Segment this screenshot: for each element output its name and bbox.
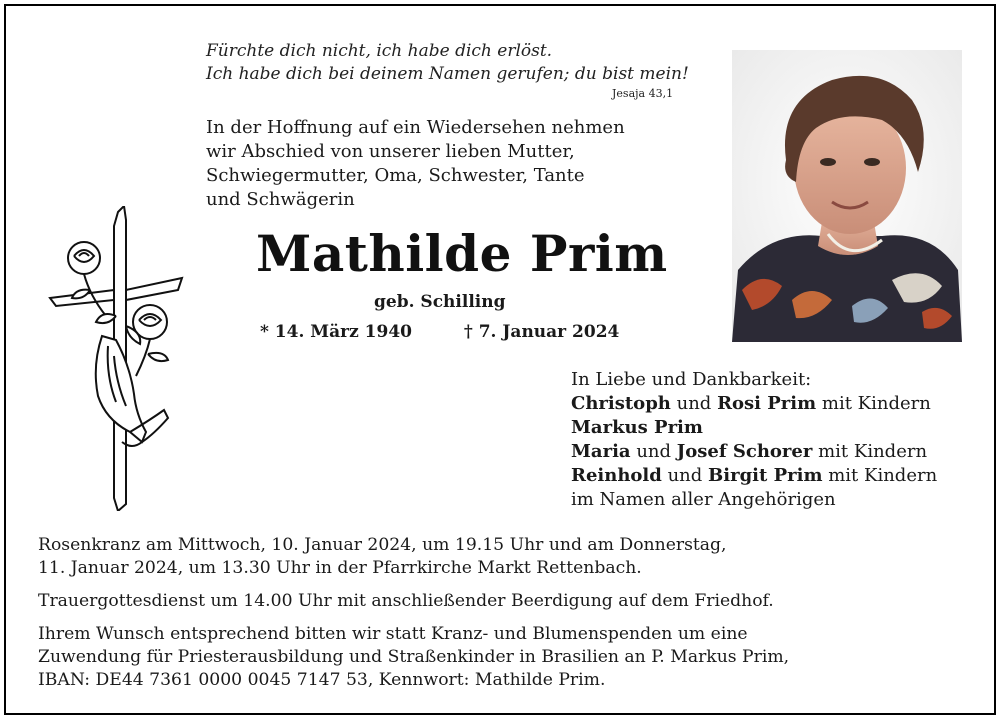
intro-line-2: wir Abschied von unserer lieben Mutter, (206, 141, 575, 162)
rosary-line-1: Rosenkranz am Mittwoch, 10. Januar 2024, um 19.15 Uhr und am Donnerstag, (38, 535, 727, 555)
obituary-card (4, 4, 996, 715)
verse-line-1: Fürchte dich nicht, ich habe dich erlöst. (206, 41, 553, 61)
verse-line-2: Ich habe dich bei deinem Namen gerufen; du bist mein! (206, 64, 689, 84)
mourner-suffix: mit Kindern (828, 465, 938, 486)
mourner-row (571, 416, 937, 440)
mourner-name: Josef Schorer (676, 441, 813, 462)
mourner-conjunction: und (667, 465, 703, 486)
mourner-suffix: mit Kindern (821, 393, 931, 414)
life-dates (260, 322, 619, 342)
intro-line-3: Schwiegermutter, Oma, Schwester, Tante (206, 165, 585, 186)
mourners-list (571, 368, 937, 512)
mourner-row (571, 440, 937, 464)
donation-line-2: Zuwendung für Priesterausbildung und Straßenkinder in Brasilien an P. Markus Prim, (38, 647, 790, 667)
mourner-conjunction: und (636, 441, 672, 462)
rosary-info (38, 534, 978, 580)
donation-line-1: Ihrem Wunsch entsprechend bitten wir statt Kranz- und Blumenspenden um eine (38, 624, 748, 644)
portrait-photo (732, 50, 962, 342)
intro-text (206, 116, 625, 212)
verse-reference: Jesaja 43,1 (612, 87, 674, 100)
funeral-info: Trauergottesdienst um 14.00 Uhr mit anschließender Beerdigung auf dem Friedhof. (38, 591, 774, 611)
cross-roses-praying-hands-icon (46, 206, 191, 511)
mourner-name: Birgit Prim (708, 465, 823, 486)
death-date: † 7. Januar 2024 (463, 322, 620, 342)
mourner-row (571, 464, 937, 488)
rosary-line-2: 11. Januar 2024, um 13.30 Uhr in der Pfarrkirche Markt Rettenbach. (38, 558, 642, 578)
deceased-name: Mathilde Prim (256, 224, 668, 283)
service-details (38, 534, 978, 702)
mourner-suffix: mit Kindern (818, 441, 928, 462)
mourners-closing: im Namen aller Angehörigen (571, 489, 836, 510)
mourner-name: Rosi Prim (717, 393, 817, 414)
mourner-name: Maria (571, 441, 631, 462)
donation-info (38, 623, 978, 692)
mourners-heading: In Liebe und Dankbarkeit: (571, 369, 812, 390)
birth-name: geb. Schilling (374, 292, 506, 312)
mourner-name: Christoph (571, 393, 671, 414)
donation-line-3: IBAN: DE44 7361 0000 0045 7147 53, Kennwort: Mathilde Prim. (38, 670, 606, 690)
bible-verse (206, 40, 689, 86)
birth-date: * 14. März 1940 (260, 322, 412, 342)
intro-line-1: In der Hoffnung auf ein Wiedersehen nehmen (206, 117, 625, 138)
mourner-conjunction: und (676, 393, 712, 414)
mourner-name: Markus Prim (571, 417, 703, 438)
mourner-row (571, 392, 937, 416)
mourner-name: Reinhold (571, 465, 662, 486)
intro-line-4: und Schwägerin (206, 189, 355, 210)
